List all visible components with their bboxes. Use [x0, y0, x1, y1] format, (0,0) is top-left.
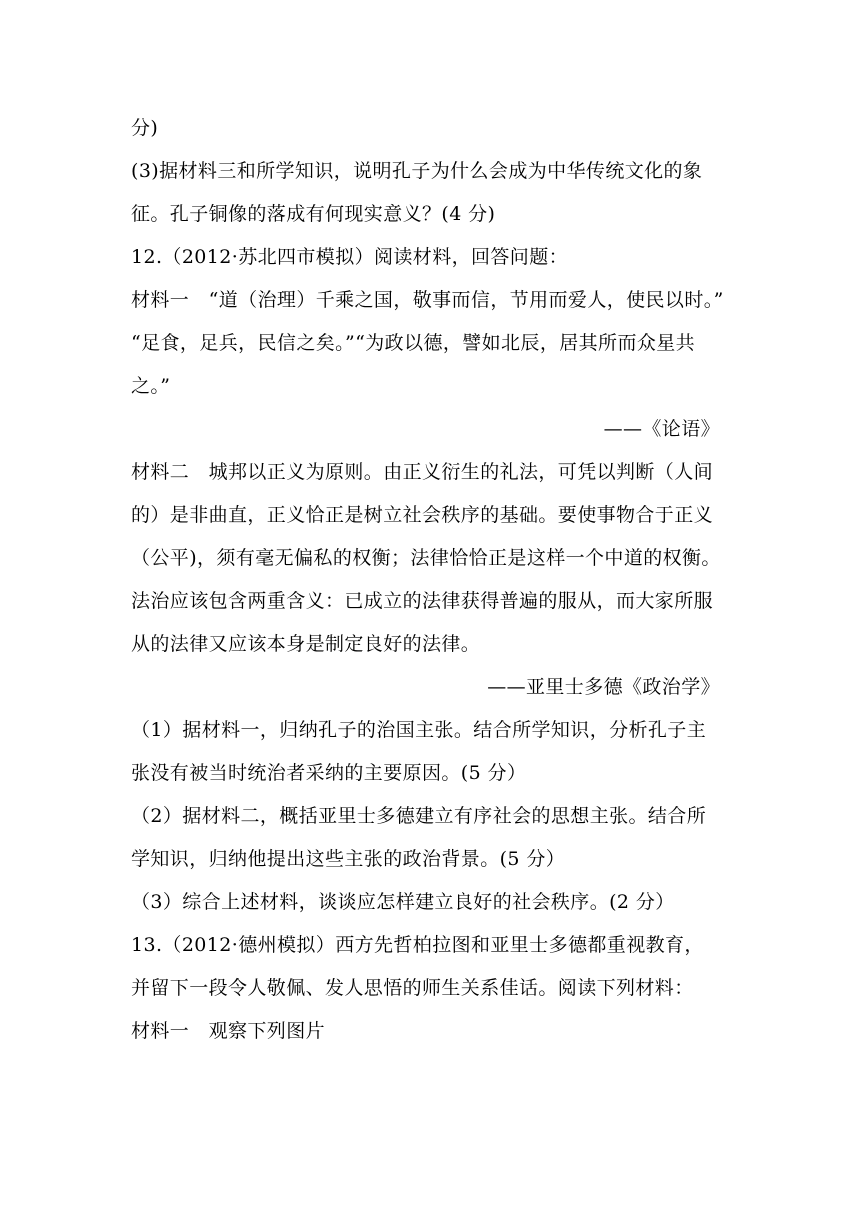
material-2-line-1: 材料二 城邦以正义为原则。由正义衍生的礼法，可凭以判断（人间: [131, 461, 714, 483]
question-13-heading-line-1: 13.（2012·德州模拟）西方先哲柏拉图和亚里士多德都重视教育，: [131, 934, 704, 956]
material-1-source: ——《论语》: [603, 418, 720, 440]
material-1-line-1: 材料一 “道（治理）千乘之国，敬事而信，节用而爱人，使民以时。”: [131, 289, 724, 311]
material-1-line-3: 之。”: [131, 375, 171, 397]
subquestion-1-line-1: （1）据材料一，归纳孔子的治国主张。结合所学知识，分析孔子主: [131, 719, 707, 741]
question-12-heading: 12.（2012·苏北四市模拟）阅读材料，回答问题：: [131, 246, 569, 268]
question-3-line-1: (3)据材料三和所学知识，说明孔子为什么会成为中华传统文化的象: [131, 160, 703, 182]
question-3-line-2: 征。孔子铜像的落成有何现实意义？(4 分): [131, 203, 496, 225]
subquestion-2-line-2: 学知识，归纳他提出这些主张的政治背景。(5 分）: [131, 848, 566, 870]
subquestion-1-line-2: 张没有被当时统治者采纳的主要原因。(5 分）: [131, 762, 527, 784]
material-2-line-2: 的）是非曲直，正义恰正是树立社会秩序的基础。要使事物合于正义: [131, 504, 714, 526]
subquestion-2-line-1: （2）据材料二，概括亚里士多德建立有序社会的思想主张。结合所: [131, 805, 707, 827]
material-2-line-3: （公平)，须有毫无偏私的权衡；法律恰恰正是这样一个中道的权衡。: [131, 547, 721, 569]
text-line-fragment: 分): [131, 117, 159, 139]
question-13-material-1: 材料一 观察下列图片: [131, 1020, 326, 1042]
material-2-line-5: 从的法律又应该本身是制定良好的法律。: [131, 633, 481, 655]
material-2-line-4: 法治应该包含两重含义：已成立的法律获得普遍的服从，而大家所服: [131, 590, 714, 612]
material-2-source: ——亚里士多德《政治学》: [487, 676, 720, 698]
subquestion-3-line-1: （3）综合上述材料，谈谈应怎样建立良好的社会秩序。(2 分）: [131, 891, 675, 913]
question-13-heading-line-2: 并留下一段令人敬佩、发人思悟的师生关系佳话。阅读下列材料：: [131, 977, 694, 999]
material-1-line-2: “足食，足兵，民信之矣。”“为政以德，譬如北辰，居其所而众星共: [131, 332, 696, 354]
